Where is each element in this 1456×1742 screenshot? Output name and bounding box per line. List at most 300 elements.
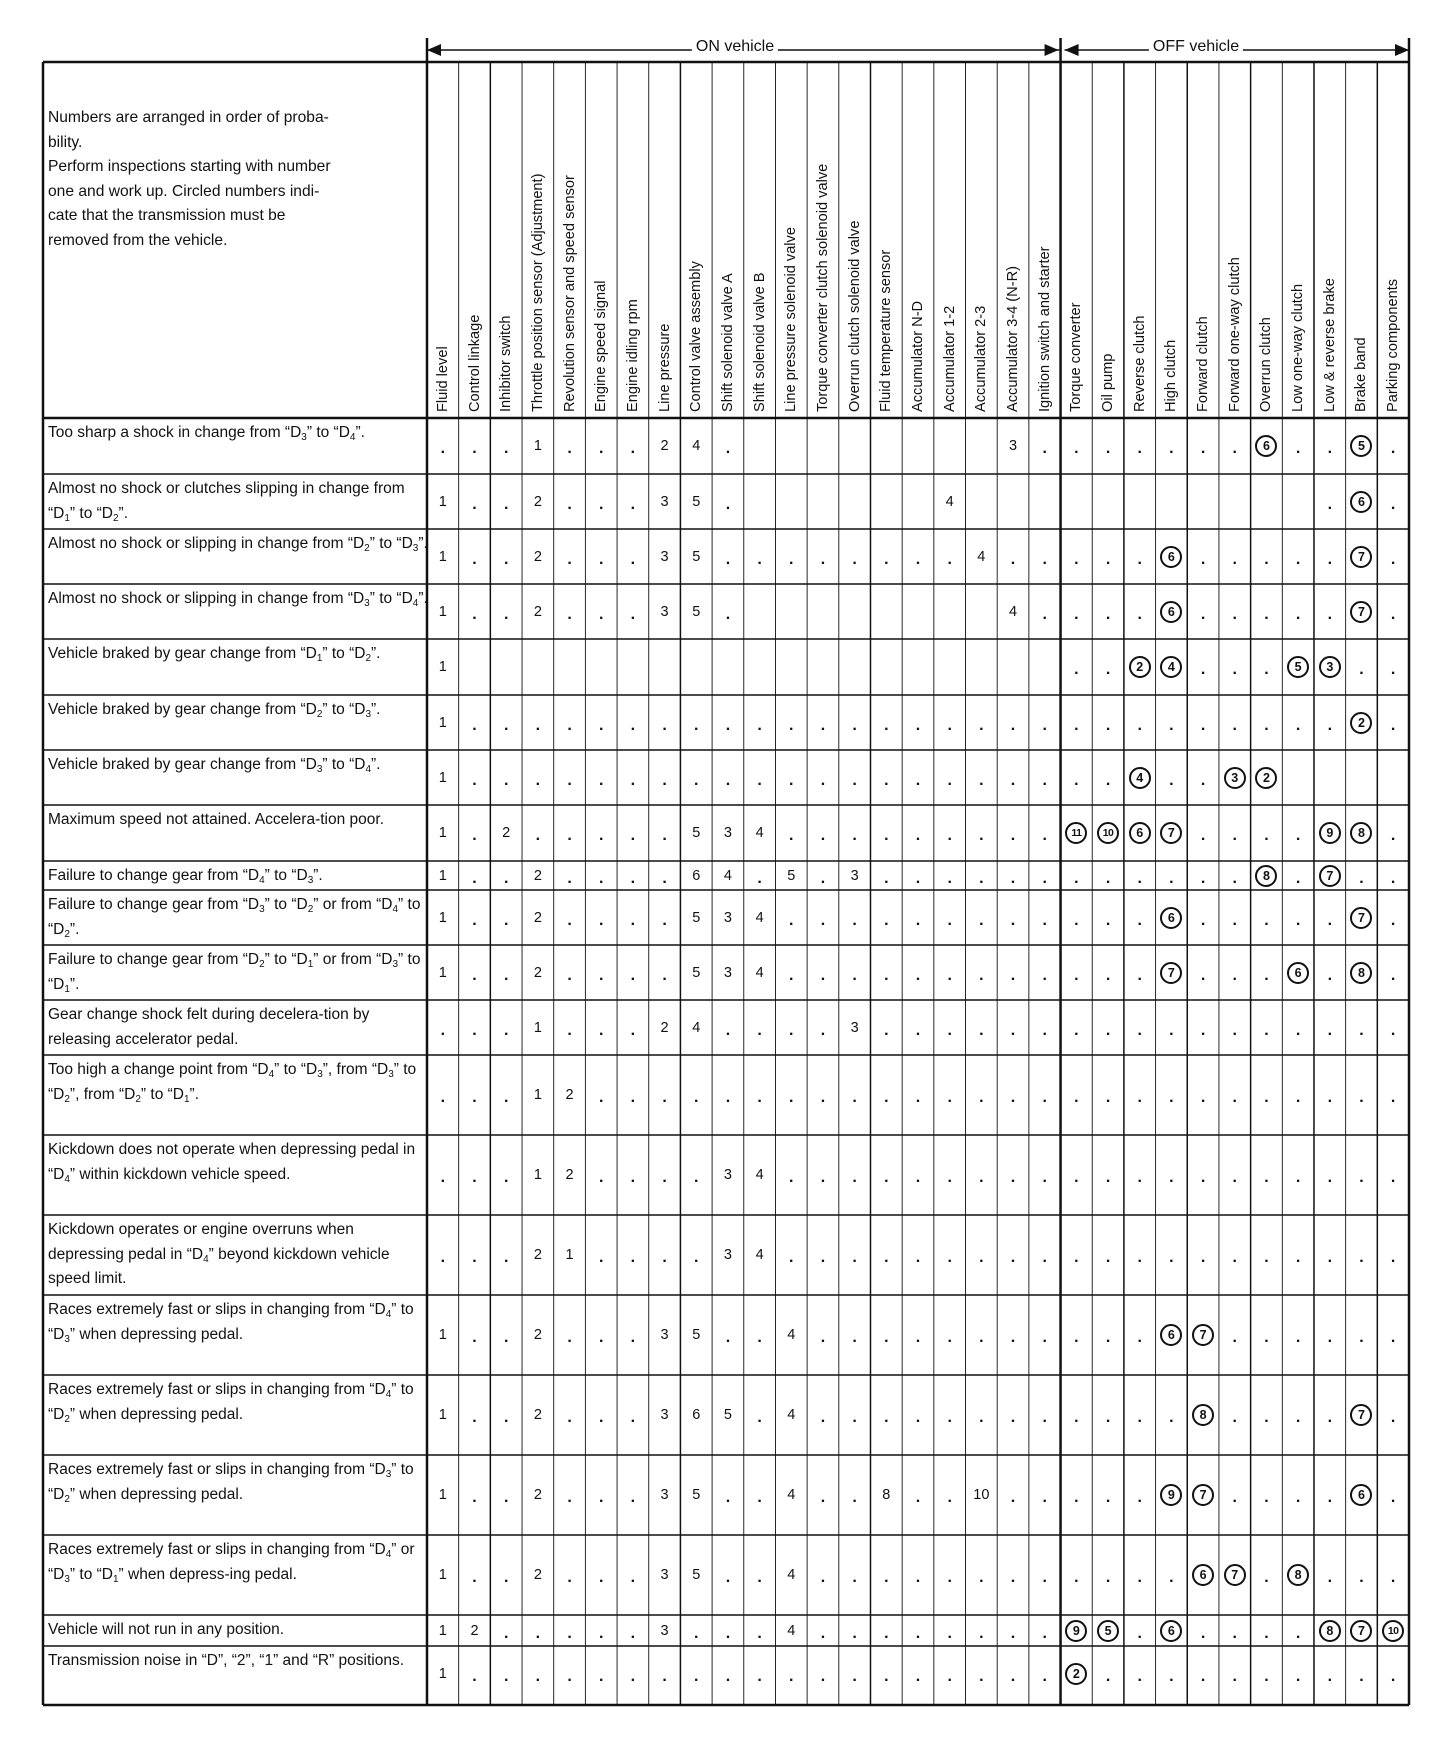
priority-number: 8: [882, 1487, 891, 1503]
empty-cell-dot: .: [789, 550, 794, 568]
empty-cell-dot: .: [694, 1667, 699, 1685]
priority-number: 4: [755, 1247, 764, 1263]
empty-cell-dot: .: [1390, 869, 1396, 887]
column-header: Throttle position sensor (Adjustment): [529, 173, 546, 412]
empty-cell-dot: .: [567, 1667, 572, 1685]
empty-cell-dot: .: [1359, 1667, 1364, 1685]
empty-cell-dot: .: [1200, 911, 1206, 929]
empty-cell-dot: .: [852, 1089, 857, 1106]
priority-number: 5: [692, 964, 701, 981]
empty-cell-dot: .: [1327, 1169, 1333, 1186]
empty-cell-dot: .: [662, 1169, 667, 1186]
empty-cell-dot: .: [1359, 1329, 1364, 1346]
column-header: Inhibitor switch: [498, 315, 515, 412]
empty-cell-dot: .: [1390, 1409, 1396, 1426]
empty-cell-dot: .: [1169, 771, 1174, 789]
empty-cell-dot: .: [1200, 1624, 1206, 1642]
empty-cell-dot: .: [567, 966, 572, 984]
priority-number: 2: [660, 438, 669, 454]
empty-cell-dot: .: [852, 1329, 857, 1346]
empty-cell-dot: .: [947, 966, 952, 984]
priority-number: 3: [660, 603, 669, 620]
empty-cell-dot: .: [979, 1021, 984, 1039]
empty-cell-dot: .: [567, 1021, 572, 1039]
empty-cell-dot: .: [789, 966, 794, 984]
empty-cell-dot: .: [1200, 869, 1206, 887]
empty-cell-dot: .: [630, 1169, 636, 1186]
empty-cell-dot: .: [440, 1169, 446, 1186]
empty-cell-dot: .: [1200, 1021, 1206, 1039]
column-header: Control valve assembly: [688, 261, 705, 412]
empty-cell-dot: .: [820, 1329, 826, 1346]
circled-priority-number: 6: [1287, 962, 1309, 984]
empty-cell-dot: .: [630, 1667, 636, 1685]
empty-cell-dot: .: [1359, 1569, 1364, 1586]
empty-cell-dot: .: [947, 1409, 952, 1426]
symptom-label: Vehicle will not run in any position.: [48, 1621, 285, 1638]
empty-cell-dot: .: [694, 1169, 699, 1186]
empty-cell-dot: .: [1010, 1624, 1016, 1642]
symptom-label: Races extremely fast or slips in changing from “$D_4$” or “$D_3$” to “$D_1$” when depress-ing pedal.: [48, 1541, 415, 1585]
empty-cell-dot: .: [1137, 869, 1142, 887]
empty-cell-dot: .: [567, 440, 572, 457]
column-header: Torque converter clutch solenoid valve: [814, 163, 831, 412]
empty-cell-dot: .: [757, 716, 762, 734]
empty-cell-dot: .: [789, 1169, 794, 1186]
empty-cell-dot: .: [1074, 550, 1079, 568]
empty-cell-dot: .: [598, 716, 604, 734]
empty-cell-dot: .: [1010, 1169, 1016, 1186]
empty-cell-dot: .: [1105, 771, 1111, 789]
empty-cell-dot: .: [1232, 661, 1237, 678]
empty-cell-dot: .: [1010, 1249, 1016, 1266]
empty-cell-dot: .: [884, 1329, 889, 1346]
column-header: Oil pump: [1100, 353, 1117, 412]
empty-cell-dot: .: [1327, 550, 1333, 568]
empty-cell-dot: .: [1137, 1569, 1142, 1586]
priority-number: 5: [692, 603, 701, 620]
empty-cell-dot: .: [1010, 1329, 1016, 1346]
empty-cell-dot: .: [1390, 495, 1396, 513]
empty-cell-dot: .: [567, 1569, 572, 1586]
empty-cell-dot: .: [694, 771, 699, 789]
empty-cell-dot: .: [947, 911, 952, 929]
empty-cell-dot: .: [915, 771, 921, 789]
empty-cell-dot: .: [598, 495, 604, 513]
empty-cell-dot: .: [662, 1249, 667, 1266]
empty-cell-dot: .: [1200, 605, 1206, 623]
empty-cell-dot: .: [1264, 1569, 1269, 1586]
empty-cell-dot: .: [1327, 1021, 1333, 1039]
empty-cell-dot: .: [1232, 1624, 1237, 1642]
priority-number: 2: [533, 548, 542, 565]
empty-cell-dot: .: [757, 550, 762, 568]
priority-number: 4: [787, 1567, 796, 1583]
empty-cell-dot: .: [472, 1329, 477, 1346]
empty-cell-dot: .: [884, 911, 889, 929]
empty-cell-dot: .: [503, 771, 509, 789]
empty-cell-dot: .: [1232, 1489, 1237, 1506]
empty-cell-dot: .: [1390, 911, 1396, 929]
empty-cell-dot: .: [598, 1409, 604, 1426]
empty-cell-dot: .: [947, 716, 952, 734]
empty-cell-dot: .: [725, 716, 731, 734]
priority-number: 3: [660, 1407, 669, 1423]
empty-cell-dot: .: [598, 911, 604, 929]
column-header: Low one-way clutch: [1290, 283, 1307, 412]
empty-cell-dot: .: [820, 1249, 826, 1266]
empty-cell-dot: .: [535, 827, 541, 844]
instructions-text: Numbers are arranged in order of proba- bility. Perform inspections starting with number one and work up. Circled numbers indi- cate that the transmission must be removed from the vehicle.: [48, 109, 331, 249]
empty-cell-dot: .: [1105, 550, 1111, 568]
empty-cell-dot: .: [1327, 1089, 1333, 1106]
empty-cell-dot: .: [1137, 716, 1142, 734]
empty-cell-dot: .: [1264, 1409, 1269, 1426]
empty-cell-dot: .: [1169, 1249, 1174, 1266]
empty-cell-dot: .: [1359, 1249, 1364, 1266]
empty-cell-dot: .: [1200, 1249, 1206, 1266]
empty-cell-dot: .: [947, 771, 952, 789]
symptom-label: Kickdown operates or engine overruns when depressing pedal in “$D_4$” beyond kickdown vehicle speed limit.: [48, 1221, 390, 1287]
empty-cell-dot: .: [757, 1569, 762, 1586]
empty-cell-dot: .: [1295, 1249, 1301, 1266]
empty-cell-dot: .: [1390, 661, 1396, 678]
empty-cell-dot: .: [598, 1329, 604, 1346]
empty-cell-dot: .: [630, 495, 636, 513]
empty-cell-dot: .: [662, 827, 667, 844]
empty-cell-dot: .: [1105, 440, 1111, 457]
empty-cell-dot: .: [1010, 771, 1016, 789]
empty-cell-dot: .: [1390, 1169, 1396, 1186]
empty-cell-dot: .: [915, 966, 921, 984]
priority-number: 4: [755, 1167, 764, 1183]
empty-cell-dot: .: [852, 1569, 857, 1586]
empty-cell-dot: .: [947, 1624, 952, 1642]
empty-cell-dot: .: [820, 827, 826, 844]
empty-cell-dot: .: [1200, 716, 1206, 734]
priority-number: 4: [787, 1622, 796, 1639]
priority-number: 3: [723, 909, 732, 926]
column-header: Ignition switch and starter: [1036, 246, 1053, 412]
empty-cell-dot: .: [820, 911, 826, 929]
empty-cell-dot: .: [472, 495, 477, 513]
circled-priority-number: 9: [1160, 1484, 1182, 1506]
empty-cell-dot: .: [884, 1249, 889, 1266]
priority-number: 1: [533, 1167, 542, 1183]
empty-cell-dot: .: [1232, 869, 1237, 887]
empty-cell-dot: .: [472, 1021, 477, 1039]
empty-cell-dot: .: [1264, 1089, 1269, 1106]
empty-cell-dot: .: [1232, 716, 1237, 734]
symptom-label: Kickdown does not operate when depressing pedal in “$D_4$” within kickdown vehicle speed.: [48, 1141, 416, 1185]
circled-priority-number: 6: [1350, 1484, 1372, 1506]
empty-cell-dot: .: [1327, 1329, 1333, 1346]
empty-cell-dot: .: [472, 1169, 477, 1186]
circled-priority-number: 6: [1129, 822, 1151, 844]
priority-number: 1: [438, 714, 447, 731]
empty-cell-dot: .: [884, 1624, 889, 1642]
empty-cell-dot: .: [1327, 1667, 1333, 1685]
empty-cell-dot: .: [1137, 1667, 1142, 1685]
circled-priority-number: 8: [1350, 962, 1372, 984]
empty-cell-dot: .: [852, 966, 857, 984]
priority-number: 2: [533, 1407, 542, 1423]
empty-cell-dot: .: [1327, 1489, 1333, 1506]
empty-cell-dot: .: [1042, 911, 1047, 929]
empty-cell-dot: .: [884, 1569, 889, 1586]
priority-number: 3: [660, 493, 669, 510]
empty-cell-dot: .: [1232, 440, 1237, 457]
empty-cell-dot: .: [1200, 771, 1206, 789]
empty-cell-dot: .: [1137, 1249, 1142, 1266]
circled-priority-number: 6: [1350, 491, 1372, 513]
empty-cell-dot: .: [1359, 1089, 1364, 1106]
priority-number: 3: [660, 548, 669, 565]
circled-priority-number: 8: [1192, 1404, 1214, 1426]
circled-priority-number: 5: [1287, 656, 1309, 678]
empty-cell-dot: .: [1074, 661, 1079, 678]
priority-number: 4: [787, 1327, 796, 1343]
empty-cell-dot: .: [535, 1667, 541, 1685]
empty-cell-dot: .: [1390, 1667, 1396, 1685]
empty-cell-dot: .: [1105, 1089, 1111, 1106]
empty-cell-dot: .: [1295, 1489, 1301, 1506]
priority-number: 4: [755, 964, 764, 981]
empty-cell-dot: .: [979, 1569, 984, 1586]
empty-cell-dot: .: [472, 869, 477, 887]
empty-cell-dot: .: [1264, 911, 1269, 929]
empty-cell-dot: .: [852, 1667, 857, 1685]
empty-cell-dot: .: [947, 1569, 952, 1586]
empty-cell-dot: .: [1295, 911, 1301, 929]
empty-cell-dot: .: [852, 1489, 857, 1506]
priority-number: 1: [438, 1665, 447, 1682]
empty-cell-dot: .: [915, 1667, 921, 1685]
empty-cell-dot: .: [1232, 605, 1237, 623]
priority-number: 3: [660, 1567, 669, 1583]
empty-cell-dot: .: [598, 440, 604, 457]
empty-cell-dot: .: [1264, 716, 1269, 734]
empty-cell-dot: .: [503, 605, 509, 623]
priority-number: 4: [1008, 603, 1018, 620]
empty-cell-dot: .: [979, 1329, 984, 1346]
empty-cell-dot: .: [503, 1329, 509, 1346]
empty-cell-dot: .: [567, 771, 572, 789]
empty-cell-dot: .: [757, 1667, 762, 1685]
priority-number: 3: [1008, 438, 1018, 454]
column-header: Brake band: [1353, 337, 1370, 412]
empty-cell-dot: .: [1137, 550, 1142, 568]
circled-priority-number: 7: [1350, 1404, 1372, 1426]
empty-cell-dot: .: [757, 1624, 762, 1642]
empty-cell-dot: .: [567, 1409, 572, 1426]
empty-cell-dot: .: [820, 966, 826, 984]
empty-cell-dot: .: [725, 605, 731, 623]
empty-cell-dot: .: [535, 1624, 541, 1642]
circled-priority-number: 7: [1350, 1620, 1372, 1642]
empty-cell-dot: .: [598, 1624, 604, 1642]
empty-cell-dot: .: [503, 966, 509, 984]
empty-cell-dot: .: [820, 716, 826, 734]
empty-cell-dot: .: [630, 771, 636, 789]
priority-number: 4: [755, 825, 764, 841]
priority-number: 5: [692, 825, 701, 841]
empty-cell-dot: .: [789, 827, 794, 844]
symptom-label: Races extremely fast or slips in changing from “$D_4$” to “$D_3$” when depressing pedal.: [48, 1301, 414, 1345]
column-header: High clutch: [1163, 339, 1180, 412]
priority-number: 3: [850, 1019, 859, 1036]
column-header: Accumulator N-D: [910, 300, 926, 412]
circled-priority-number: 10: [1097, 822, 1119, 844]
empty-cell-dot: .: [915, 1624, 921, 1642]
empty-cell-dot: .: [1232, 966, 1237, 984]
empty-cell-dot: .: [630, 605, 636, 623]
empty-cell-dot: .: [630, 1569, 636, 1586]
empty-cell-dot: .: [915, 1089, 921, 1106]
empty-cell-dot: .: [598, 1089, 604, 1106]
column-header: Overrun clutch solenoid valve: [846, 220, 863, 412]
empty-cell-dot: .: [725, 1329, 731, 1346]
empty-cell-dot: .: [1264, 1329, 1269, 1346]
priority-number: 3: [723, 1247, 732, 1263]
empty-cell-dot: .: [1010, 869, 1016, 887]
priority-number: 5: [692, 1327, 701, 1343]
empty-cell-dot: .: [567, 1624, 572, 1642]
empty-cell-dot: .: [1390, 1489, 1396, 1506]
empty-cell-dot: .: [1105, 661, 1111, 678]
empty-cell-dot: .: [1327, 495, 1333, 513]
empty-cell-dot: .: [947, 1089, 952, 1106]
circled-priority-number: 3: [1319, 656, 1341, 678]
empty-cell-dot: .: [1295, 1169, 1301, 1186]
priority-number: 1: [438, 769, 447, 786]
empty-cell-dot: .: [630, 911, 636, 929]
symptom-label: Too high a change point from “$D_4$” to “$D_3$”, from “$D_3$” to “$D_2$”, from “$D_2$” to “$D_1$”.: [48, 1061, 417, 1105]
empty-cell-dot: .: [1105, 1329, 1111, 1346]
empty-cell-dot: .: [1137, 1624, 1142, 1642]
empty-cell-dot: .: [630, 869, 636, 887]
empty-cell-dot: .: [1200, 1169, 1206, 1186]
on-vehicle-label: ON vehicle: [692, 38, 778, 56]
empty-cell-dot: .: [884, 716, 889, 734]
empty-cell-dot: .: [630, 966, 636, 984]
empty-cell-dot: .: [567, 869, 572, 887]
empty-cell-dot: .: [820, 869, 826, 887]
empty-cell-dot: .: [884, 1409, 889, 1426]
empty-cell-dot: .: [1169, 1667, 1174, 1685]
empty-cell-dot: .: [472, 1409, 477, 1426]
circled-priority-number: 6: [1255, 435, 1277, 457]
empty-cell-dot: .: [598, 1667, 604, 1685]
empty-cell-dot: .: [884, 1169, 889, 1186]
empty-cell-dot: .: [979, 911, 984, 929]
circled-priority-number: 7: [1160, 962, 1182, 984]
empty-cell-dot: .: [662, 869, 667, 887]
empty-cell-dot: .: [979, 716, 984, 734]
empty-cell-dot: .: [820, 1021, 826, 1039]
priority-number: 2: [533, 867, 542, 884]
empty-cell-dot: .: [1264, 966, 1269, 984]
empty-cell-dot: .: [1327, 966, 1333, 984]
priority-number: 1: [438, 867, 447, 884]
empty-cell-dot: .: [725, 1569, 731, 1586]
priority-number: 2: [502, 825, 511, 841]
empty-cell-dot: .: [1042, 1249, 1047, 1266]
empty-cell-dot: .: [915, 550, 921, 568]
empty-cell-dot: .: [757, 1021, 762, 1039]
empty-cell-dot: .: [1105, 716, 1111, 734]
priority-number: 4: [977, 548, 986, 565]
empty-cell-dot: .: [630, 1489, 636, 1506]
empty-cell-dot: .: [1264, 661, 1269, 678]
empty-cell-dot: .: [503, 1169, 509, 1186]
empty-cell-dot: .: [1137, 911, 1142, 929]
priority-number: 1: [438, 548, 447, 565]
empty-cell-dot: .: [503, 869, 509, 887]
empty-cell-dot: .: [630, 1624, 636, 1642]
empty-cell-dot: .: [1010, 1409, 1016, 1426]
empty-cell-dot: .: [1232, 827, 1237, 844]
empty-cell-dot: .: [947, 1667, 952, 1685]
priority-number: 4: [787, 1487, 796, 1503]
empty-cell-dot: .: [472, 966, 477, 984]
empty-cell-dot: .: [1390, 1329, 1396, 1346]
priority-number: 1: [438, 1622, 447, 1639]
priority-number: 1: [438, 1407, 447, 1423]
column-header: Accumulator 2-3: [973, 305, 990, 412]
empty-cell-dot: .: [789, 716, 794, 734]
priority-number: 1: [438, 964, 447, 981]
empty-cell-dot: .: [1169, 869, 1174, 887]
empty-cell-dot: .: [1295, 1329, 1301, 1346]
empty-cell-dot: .: [915, 1329, 921, 1346]
column-header: Shift solenoid valve A: [719, 273, 736, 412]
empty-cell-dot: .: [757, 1489, 762, 1506]
empty-cell-dot: .: [1295, 827, 1301, 844]
empty-cell-dot: .: [1232, 1329, 1237, 1346]
empty-cell-dot: .: [852, 1169, 857, 1186]
empty-cell-dot: .: [852, 827, 857, 844]
empty-cell-dot: .: [503, 716, 509, 734]
column-header: Overrun clutch: [1258, 317, 1275, 412]
circled-priority-number: 6: [1160, 1324, 1182, 1346]
empty-cell-dot: .: [852, 911, 857, 929]
circled-priority-number: 9: [1065, 1620, 1087, 1642]
empty-cell-dot: .: [915, 911, 921, 929]
column-header: Forward one-way clutch: [1226, 257, 1243, 412]
empty-cell-dot: .: [1042, 1409, 1047, 1426]
empty-cell-dot: .: [1042, 869, 1047, 887]
empty-cell-dot: .: [567, 716, 572, 734]
empty-cell-dot: .: [1105, 1021, 1111, 1039]
empty-cell-dot: .: [1232, 1409, 1237, 1426]
column-header: Shift solenoid valve B: [751, 272, 768, 412]
circled-priority-number: 4: [1160, 656, 1182, 678]
priority-number: 5: [692, 1487, 701, 1503]
circled-priority-number: 6: [1160, 546, 1182, 568]
empty-cell-dot: .: [757, 1089, 762, 1106]
empty-cell-dot: .: [979, 1409, 984, 1426]
empty-cell-dot: .: [1169, 1569, 1174, 1586]
symptom-label: Failure to change gear from “$D_4$” to “$D_3$”.: [48, 867, 323, 886]
empty-cell-dot: .: [979, 1249, 984, 1266]
empty-cell-dot: .: [1390, 1249, 1396, 1266]
empty-cell-dot: .: [1010, 716, 1016, 734]
empty-cell-dot: .: [915, 1021, 921, 1039]
empty-cell-dot: .: [662, 1089, 667, 1106]
empty-cell-dot: .: [757, 771, 762, 789]
empty-cell-dot: .: [630, 1329, 636, 1346]
